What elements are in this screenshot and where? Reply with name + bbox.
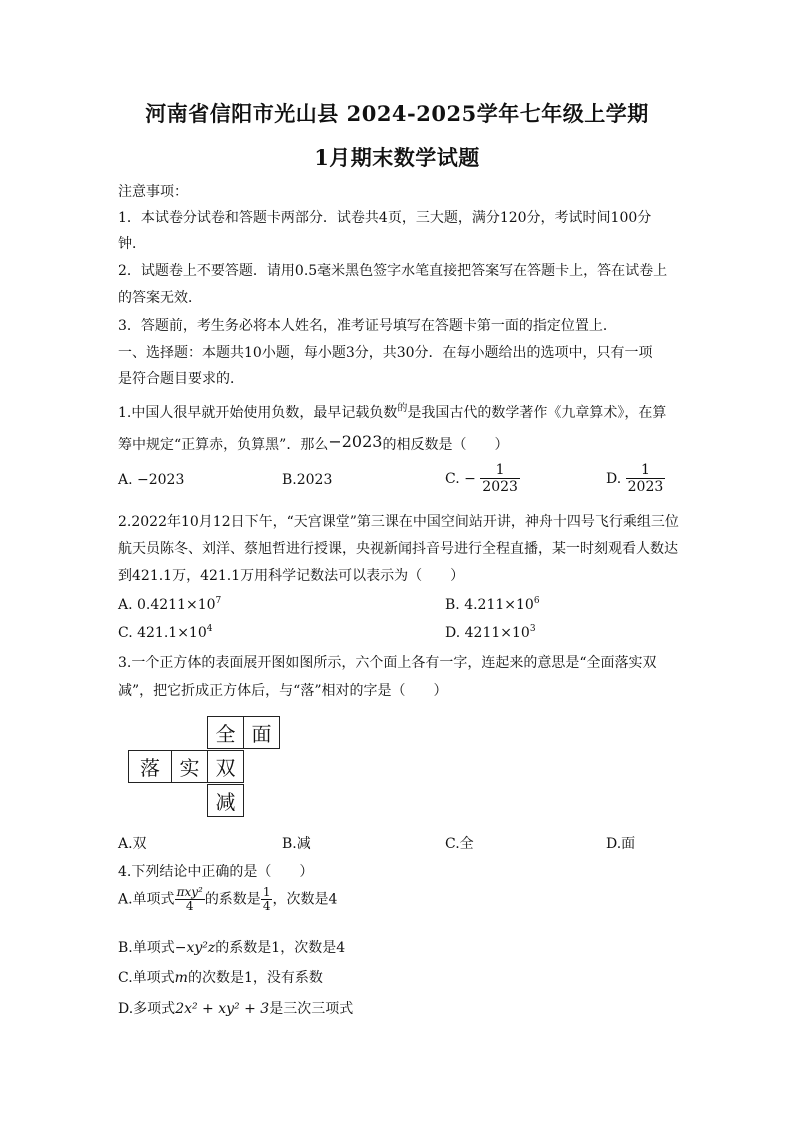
q4-d-suffix: 是三次三项式	[269, 1001, 354, 1017]
fraction-numerator: 1	[495, 462, 505, 478]
title-line-1: 河南省信阳市光山县 2024-2025学年七年级上学期	[145, 101, 649, 126]
exponent: 4	[206, 624, 213, 634]
q4-option-a[interactable]	[118, 886, 337, 913]
q2-option-b-text: B. 4.211×10	[445, 597, 534, 613]
q4-b-expression: −xy²z	[174, 940, 216, 956]
q4-b-suffix: 的系数是1，次数是4	[215, 940, 346, 956]
q4-a-prefix: A.单项式	[118, 891, 175, 908]
q1-option-c[interactable]	[445, 462, 520, 496]
cube-face-jian: 减	[207, 784, 244, 817]
cube-face-shi: 实	[171, 750, 208, 783]
q4-option-c[interactable]	[118, 967, 323, 987]
section1-line-1: 一、选择题：本题共10小题，每小题3分，共30分．在每小题给出的选项中，只有一项	[118, 345, 653, 361]
q1-line-1	[118, 399, 666, 422]
q4-b-prefix: B.单项式	[118, 940, 175, 956]
note-1-line-2: 钟．	[118, 236, 146, 252]
q4-c-suffix: 的次数是1，没有系数	[187, 970, 323, 986]
q2-option-c-text: C. 421.1×10	[118, 625, 207, 641]
fraction-denominator: 2023	[627, 479, 664, 495]
q4-option-b[interactable]	[118, 937, 345, 957]
exponent: 7	[215, 596, 222, 606]
q4-a-suffix: ，次数是4	[272, 891, 338, 908]
fraction-numerator: πxy²	[176, 885, 203, 899]
cube-face-mian: 面	[243, 716, 280, 749]
q3-line-1: 3.一个正方体的表面展开图如图所示，六个面上各有一字，连起来的意思是“全面落实双	[118, 655, 657, 671]
q1-option-d-fraction	[626, 462, 666, 496]
q4-option-d[interactable]	[118, 998, 353, 1018]
q1-option-d-prefix: D.	[606, 471, 622, 487]
q1-text-b: 是我国古代的数学著作《九章算术》，在算	[407, 405, 667, 421]
cube-face-shuang: 双	[207, 750, 244, 783]
q4-a-monomial-fraction	[175, 886, 205, 913]
q4-d-expression: 2x² + xy² + 3	[175, 1001, 270, 1017]
section1-line-2: 是符合题目要求的．	[118, 371, 244, 387]
q4-a-middle: 的系数是	[204, 891, 261, 908]
note-2-line-2: 的答案无效．	[118, 290, 202, 306]
q3-option-d[interactable]: D.面	[606, 836, 636, 852]
q3-option-c[interactable]: C.全	[445, 836, 474, 852]
notes-heading: 注意事项：	[118, 184, 188, 200]
note-2-line-1: 2．试题卷上不要答题．请用0.5毫米黑色签字水笔直接把答案写在答题卡上，答在试卷上	[118, 263, 668, 279]
q1-option-c-fraction	[480, 462, 520, 496]
q1-small-mark: 的	[397, 403, 408, 414]
q2-option-d[interactable]	[445, 624, 536, 641]
q4-c-expression: m	[174, 970, 188, 986]
q1-text-d: 的相反数是（ ）	[382, 437, 509, 453]
fraction-denominator: 2023	[482, 479, 518, 495]
cube-face-luo: 落	[128, 750, 172, 783]
fraction-numerator: 1	[641, 462, 650, 478]
q2-option-a-text: A. 0.4211×10	[118, 597, 216, 613]
q2-option-d-text: D. 4211×10	[445, 625, 530, 641]
q1-option-c-prefix: C. −	[445, 471, 476, 487]
exponent: 3	[529, 624, 536, 634]
q1-line-2	[118, 432, 508, 454]
q2-line-2: 航天员陈冬、刘洋、蔡旭哲进行授课，央视新闻抖音号进行全程直播，某一时刻观看人数达	[118, 541, 678, 557]
q2-line-3: 到421.1万，421.1万用科学记数法可以表示为（ ）	[118, 568, 465, 584]
q2-option-c[interactable]	[118, 624, 212, 641]
cube-face-quan: 全	[207, 716, 244, 749]
q3-option-b[interactable]: B.减	[282, 836, 311, 852]
q2-line-1: 2.2022年10月12日下午，“天宫课堂”第三课在中国空间站开讲，神舟十四号飞行乘组三位	[118, 514, 679, 530]
fraction-numerator: 1	[262, 885, 271, 899]
q1-option-a[interactable]: A. −2023	[118, 472, 185, 488]
q4-a-coefficient-fraction	[261, 886, 273, 913]
q4-c-prefix: C.单项式	[118, 970, 175, 986]
q2-option-b[interactable]	[445, 596, 540, 613]
exponent: 6	[533, 596, 540, 606]
q2-option-a[interactable]	[118, 596, 221, 613]
q1-option-b[interactable]: B.2023	[282, 472, 333, 488]
q3-option-a[interactable]: A.双	[118, 836, 147, 852]
q3-line-2: 减”，把它折成正方体后，与“落”相对的字是（ ）	[118, 683, 448, 699]
note-1-line-1: 1．本试卷分试卷和答题卡两部分．试卷共4页，三大题，满分120分，考试时间100分	[118, 210, 652, 226]
q1-text-a: 1.中国人很早就开始使用负数，最早记载负数	[118, 405, 398, 421]
fraction-denominator: 4	[262, 899, 271, 913]
title-line-2: 1月期末数学试题	[314, 145, 480, 170]
fraction-denominator: 4	[175, 899, 205, 913]
q1-number: −2023	[328, 432, 383, 451]
q1-text-c: 筹中规定“正算赤，负算黑”．那么	[118, 437, 329, 453]
q4-stem: 4.下列结论中正确的是（ ）	[118, 864, 314, 880]
note-3: 3．答题前，考生务必将本人姓名，准考证号填写在答题卡第一面的指定位置上．	[118, 318, 617, 334]
q4-d-prefix: D.多项式	[118, 1001, 176, 1017]
q1-option-d[interactable]	[606, 462, 665, 496]
